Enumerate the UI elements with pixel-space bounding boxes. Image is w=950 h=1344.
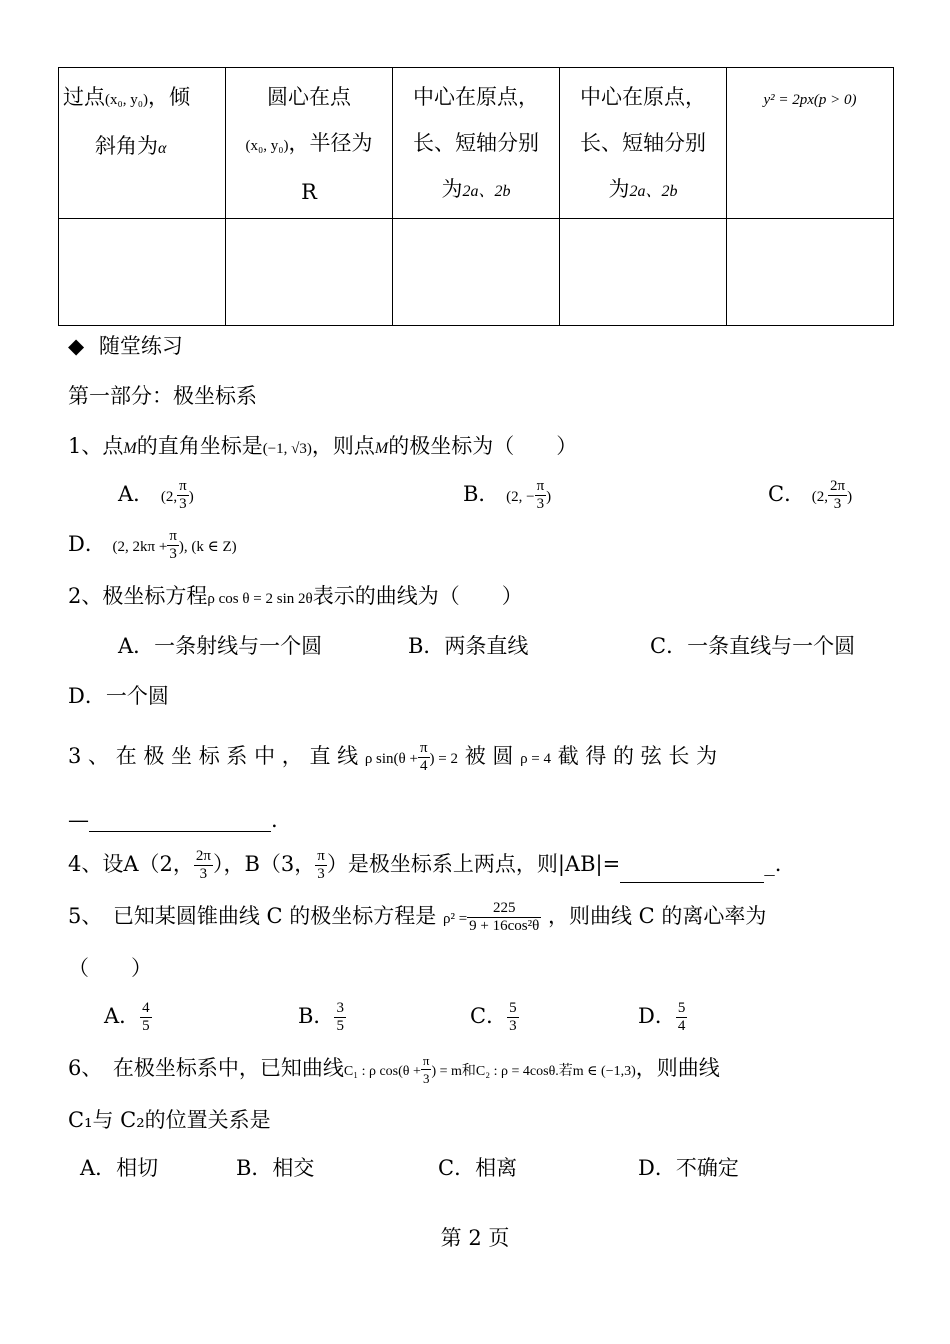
q5-option-c: C． $\frac{5}{3}$ (470, 1000, 517, 1034)
table-cell-empty (226, 219, 393, 326)
q5-option-d: D． $\frac{5}{4}$ (638, 1000, 686, 1034)
part-title: 第一部分：极坐标系 (68, 384, 257, 408)
q1-option-b: B． (2, − $\frac{\pi}{3}$ ) (463, 478, 552, 512)
q2-option-d: D．一个圆 (68, 684, 169, 708)
table-cell-circle: 圆心在点 (x₀, y₀)，半径为 R (226, 68, 393, 219)
q5-option-a: A． $\frac{4}{5}$ (104, 1000, 150, 1034)
question-2: 2、极坐标方程ρ cos θ = 2 sin 2θ表示的曲线为（ ） (68, 584, 523, 608)
q2-option-b: B．两条直线 (408, 634, 529, 658)
q1-option-a: A． (2, $\frac{\pi}{3}$ ) (118, 478, 194, 512)
table-cell-line: 过点(x₀, y₀)，倾 斜角为α (59, 68, 226, 219)
table-cell-hyperbola: 中心在原点， 长、短轴分别 为2a、2b (560, 68, 727, 219)
table-cell-parabola: y² = 2px(p > 0) (727, 68, 894, 219)
diamond-icon: ◆ (68, 334, 85, 358)
table-row (59, 68, 894, 219)
q3-answer-line: — . (68, 808, 278, 832)
q1-option-d: D． (2, 2kπ + $\frac{\pi}{3}$ ), (k ∈ Z) (68, 528, 237, 562)
table-cell-empty (393, 219, 560, 326)
q6-option-c: C．相离 (438, 1156, 518, 1180)
question-4: 4、设A（2， $\frac{2\pi}{3}$ ），B（3， $\frac{\pi}{3}$ ）是极坐标系上两点，则|AB|= _. (68, 848, 782, 882)
section-heading: ◆ 随堂练习 (68, 334, 183, 358)
table-cell-ellipse: 中心在原点， 长、短轴分别 为2a、2b (393, 68, 560, 219)
question-6: 6、 在极坐标系中，已知曲线C₁ : ρ cos(θ + $\frac{\pi}{3}$ ) = m和C₂ : ρ = 4cosθ.若m ∈ (−1,3)，则曲线 (68, 1053, 720, 1086)
table-cell-empty (560, 219, 727, 326)
question-1: 1、点M的直角坐标是(−1, √3)，则点M的极坐标为（ ） (68, 434, 578, 458)
answer-blank[interactable] (89, 809, 271, 832)
q6-stem-continued: C₁与 C₂的位置关系是 (68, 1108, 271, 1132)
page-number: 第 2 页 (440, 1226, 510, 1250)
curve-table (58, 67, 894, 326)
question-3: 3 、 在 极 坐 标 系 中 ， 直 线 ρ sin(θ + $\frac{\pi}{4}$ ) = 2 被 圆 ρ = 4 截 得 的 弦 长 为 (68, 740, 718, 774)
q2-option-a: A．一条射线与一个圆 (118, 634, 323, 658)
answer-blank[interactable] (620, 860, 764, 883)
q1-option-c: C． (2, $\frac{2\pi}{3}$ ) (768, 478, 853, 512)
table-cell-empty (727, 219, 894, 326)
q6-option-d: D．不确定 (638, 1156, 739, 1180)
q6-option-a: A．相切 (80, 1156, 159, 1180)
q5-option-b: B． $\frac{3}{5}$ (298, 1000, 344, 1034)
table-row (59, 219, 894, 326)
question-5: 5、 已知某圆锥曲线 C 的极坐标方程是 ρ² = $\frac{225}{\text{9 + 16cos²θ}}$ ，则曲线 C 的离心率为 (68, 900, 767, 934)
q2-option-c: C．一条直线与一个圆 (650, 634, 856, 658)
q5-answer-paren: （ ） (68, 956, 152, 980)
q6-option-b: B．相交 (236, 1156, 315, 1180)
table-cell-empty (59, 219, 226, 326)
